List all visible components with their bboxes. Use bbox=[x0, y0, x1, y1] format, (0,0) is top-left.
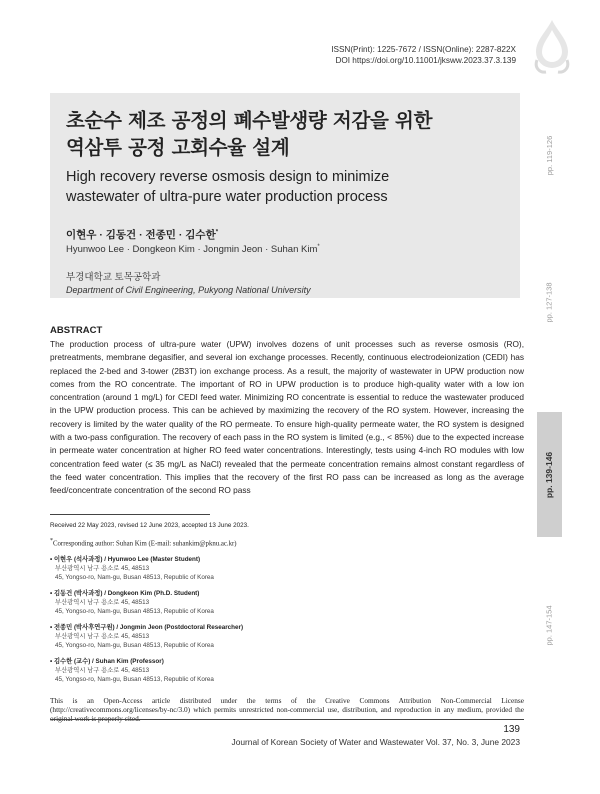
footnotes bbox=[50, 521, 524, 723]
title-korean-line-2: 역삼투 공정 고회수율 설계 bbox=[66, 136, 290, 159]
author-address-ko: 부산광역시 남구 용소로 45, 48513 bbox=[55, 599, 150, 607]
page-tab-label: pp. 127-138 bbox=[545, 282, 555, 323]
page-tab-4[interactable] bbox=[537, 563, 562, 688]
corresponding-mark: * bbox=[215, 229, 219, 236]
doi-text: DOI https://doi.org/10.11001/jksww.2023.37.3.139 bbox=[335, 56, 516, 65]
issn-doi-block bbox=[331, 44, 516, 66]
author-address-ko: 부산광역시 남구 용소로 45, 48513 bbox=[55, 565, 150, 573]
author-address-ko: 부산광역시 남구 용소로 45, 48513 bbox=[55, 667, 150, 675]
title-korean bbox=[66, 107, 506, 161]
title-block bbox=[50, 93, 520, 298]
title-english-line-1: High recovery reverse osmosis design to minimize bbox=[66, 169, 390, 185]
author-address-en: 45, Yongso-ro, Nam-gu, Busan 48513, Republic of Korea bbox=[55, 642, 214, 650]
author-address-en: 45, Yongso-ro, Nam-gu, Busan 48513, Republic of Korea bbox=[55, 676, 214, 684]
author-address-en: 45, Yongso-ro, Nam-gu, Busan 48513, Republic of Korea bbox=[55, 574, 214, 582]
authors-english-names: Hyunwoo Lee · Dongkeon Kim · Jongmin Jeon · Suhan Kim bbox=[66, 244, 318, 256]
page-tab-1[interactable] bbox=[537, 93, 562, 218]
page-tab-label: pp. 119-126 bbox=[545, 135, 555, 176]
abstract-section bbox=[50, 325, 524, 498]
author-info bbox=[50, 589, 524, 616]
issn-text: ISSN(Print): 1225-7672 / ISSN(Online): 2287-822X bbox=[331, 45, 516, 54]
affiliation-korean: 부경대학교 토목공학과 bbox=[66, 272, 161, 284]
page-tab-label: pp. 139-146 bbox=[544, 451, 555, 498]
author-name: • 김수한 (교수) / Suhan Kim (Professor) bbox=[50, 658, 164, 666]
author-info bbox=[50, 555, 524, 582]
journal-citation: Journal of Korean Society of Water and Wastewater Vol. 37, No. 3, June 2023 bbox=[231, 737, 520, 747]
corresponding-author-text: Corresponding author: Suhan Kim (E-mail: suhankim@pknu.ac.kr) bbox=[53, 540, 237, 548]
authors-korean bbox=[66, 227, 506, 242]
page-tab-label: pp. 147-154 bbox=[545, 605, 555, 646]
author-name: • 이현우 (석사과정) / Hyunwoo Lee (Master Student) bbox=[50, 556, 201, 564]
title-korean-line-1: 초순수 제조 공정의 폐수발생량 저감을 위한 bbox=[66, 109, 433, 132]
title-english-line-2: wastewater of ultra-pure water production process bbox=[66, 189, 388, 205]
abstract-heading: ABSTRACT bbox=[50, 325, 103, 336]
received-dates: Received 22 May 2023, revised 12 June 2023, accepted 13 June 2023. bbox=[50, 522, 249, 529]
abstract-text: The production process of ultra-pure water (UPW) involves dozens of unit processes such as reverse osmosis (RO), pretreatments, membrane degasifier, and several ion exchange processes. Recently, continuous electrodeionization (CEDI) has replaced the 2-bed and 3-tower (2B3T) ion exchange process. As a result, the majority of wastewater in UPW production now comes from the RO concentrate. The important of RO in UPW production is to produce high-quality water with a low ion concentration (around 1 mg/L) for CEDI feed water. Minimizing RO concentrate is essential to reduce the wastewater produced in the UPW production process. This can be achieved by maximizing the recovery of the RO system. However, increasing the recovery is limited by the water quality of the RO permeate. To ensure high-quality permeate water, the RO system is designed with a two-pass configuration. The recovery of each pass in the RO system is limited (e.g., < 85%) due to the expected increase in permeate water concentration at higher RO feed water concentrations. Interestingly, tests using 4-inch RO modules with low concentration feed water (≤ 35 mg/L as NaCl) revealed that the permeate concentration remains almost constant regardless of the feed water concentration. This implies that the recovery of the first RO pass can be increased as long as the average feed/concentrate concentration of the second RO pass bbox=[50, 339, 524, 496]
affiliation-english: Department of Civil Engineering, Pukyong National University bbox=[66, 285, 311, 296]
author-name: • 김동건 (박사과정) / Dongkeon Kim (Ph.D. Student) bbox=[50, 590, 200, 598]
page-tab-2[interactable] bbox=[537, 240, 562, 365]
corresponding-note-mark: * bbox=[50, 538, 53, 544]
author-info bbox=[50, 657, 524, 684]
footnote-divider bbox=[50, 514, 210, 515]
page-number: 139 bbox=[503, 724, 520, 735]
page-tab-3-active[interactable] bbox=[537, 412, 562, 537]
author-address-en: 45, Yongso-ro, Nam-gu, Busan 48513, Republic of Korea bbox=[55, 608, 214, 616]
authors-korean-names: 이현우 · 김동건 · 전종민 · 김수한 bbox=[66, 229, 216, 241]
author-name: • 전종민 (박사후연구원) / Jongmin Jeon (Postdoctoral Researcher) bbox=[50, 624, 244, 632]
author-address-ko: 부산광역시 남구 용소로 45, 48513 bbox=[55, 633, 150, 641]
footer-divider bbox=[50, 719, 524, 720]
corresponding-mark-en: * bbox=[317, 244, 320, 250]
title-english bbox=[66, 167, 506, 207]
water-drop-logo-icon bbox=[524, 18, 580, 74]
author-info bbox=[50, 623, 524, 650]
corresponding-author bbox=[50, 537, 524, 548]
license-notice: This is an Open-Access article distributed under the terms of the Creative Commons Attribution Non-Commercial License (http://creativecommons.org/licenses/by-nc/3.0) which permits unrestricted non-commercial use, distribution, and reproduction in any medium, provided the original work is properly cited. bbox=[50, 696, 524, 724]
authors-english bbox=[66, 244, 506, 255]
